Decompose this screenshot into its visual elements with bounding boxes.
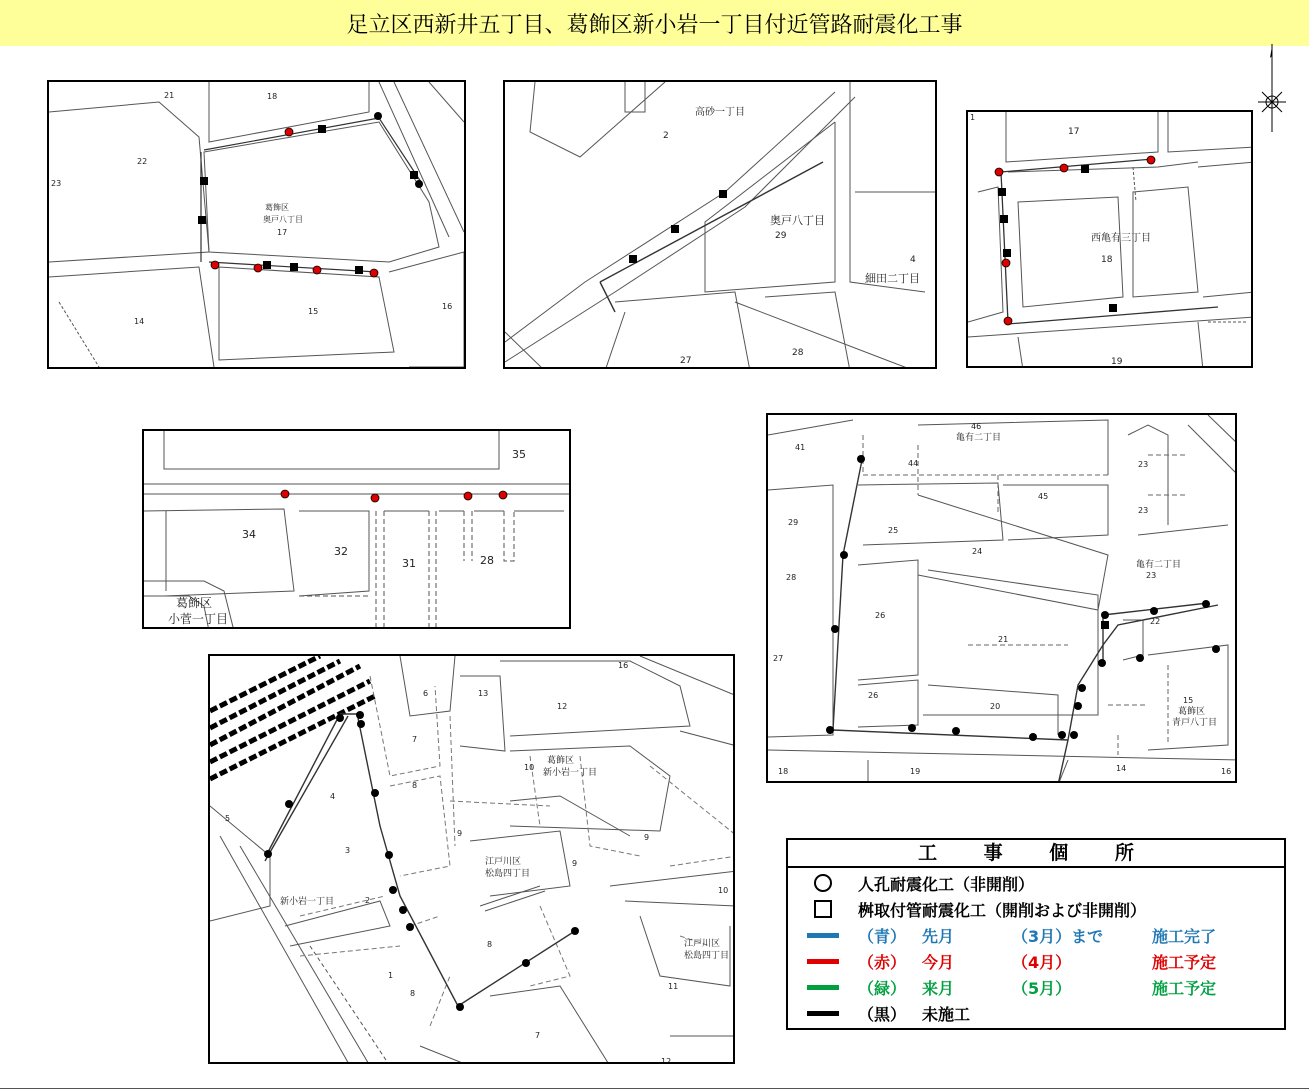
lateral-marker[interactable] bbox=[1003, 249, 1011, 257]
manhole-marker[interactable] bbox=[840, 551, 848, 559]
legend-lateral-text: 桝取付管耐震化工（開削および非開削） bbox=[858, 900, 1147, 920]
map-2-label-f: 細田二丁目 bbox=[865, 272, 920, 285]
manhole-marker[interactable] bbox=[456, 1003, 464, 1011]
map-1-label-c: 22 bbox=[137, 157, 148, 166]
legend-row-blue bbox=[788, 922, 1216, 948]
manhole-marker[interactable] bbox=[1074, 702, 1082, 710]
manhole-marker[interactable] bbox=[571, 927, 579, 935]
map-4-label-f: 葛飾区 bbox=[176, 596, 213, 610]
map-6-label-i: 葛飾区 bbox=[547, 756, 575, 766]
map-6-label-b: 6 bbox=[423, 689, 429, 698]
map-6-label-d: 12 bbox=[557, 702, 568, 711]
circle-icon bbox=[814, 874, 832, 892]
map-5-label-r: 26 bbox=[868, 691, 879, 700]
manhole-marker[interactable] bbox=[389, 886, 397, 894]
legend-red-when: 今月 bbox=[922, 952, 955, 972]
map-5-label-m: 28 bbox=[786, 573, 797, 582]
legend-blue-when: 先月 bbox=[922, 926, 955, 946]
map-2-label-d: 29 bbox=[775, 231, 787, 241]
lateral-marker[interactable] bbox=[263, 261, 271, 269]
north-arrow-icon bbox=[1258, 44, 1292, 140]
map-6-label-y: 松島四丁目 bbox=[684, 951, 730, 961]
map-6-label-h: 8 bbox=[412, 781, 418, 790]
manhole-marker[interactable] bbox=[336, 714, 344, 722]
lateral-marker[interactable] bbox=[410, 171, 418, 179]
map-5-label-z: 16 bbox=[1221, 767, 1232, 776]
map-panel-2[interactable] bbox=[503, 80, 937, 369]
map-4-label-d: 31 bbox=[402, 557, 416, 570]
map-6-label-x: 江戸川区 bbox=[684, 939, 721, 949]
map-3-label-a: 1 bbox=[970, 113, 976, 122]
legend-blue-color: （青） bbox=[858, 926, 907, 946]
map-6-label-n: 9 bbox=[644, 833, 650, 842]
map-5-label-v: 青戸八丁目 bbox=[1172, 718, 1218, 728]
manhole-marker[interactable] bbox=[857, 455, 865, 463]
map-5-label-w: 18 bbox=[778, 767, 789, 776]
page-title bbox=[0, 0, 1309, 46]
manhole-marker[interactable] bbox=[313, 266, 321, 274]
lateral-marker[interactable] bbox=[1000, 215, 1008, 223]
manhole-marker[interactable] bbox=[371, 494, 379, 502]
manhole-marker[interactable] bbox=[826, 726, 834, 734]
map-6-label-l: 3 bbox=[345, 846, 351, 855]
map-6-label-w: 8 bbox=[410, 989, 416, 998]
map-6-label-j: 新小岩一丁目 bbox=[543, 768, 598, 778]
legend-green-when: 来月 bbox=[922, 978, 955, 998]
map-6-label-m: 9 bbox=[457, 829, 463, 838]
legend-black-when: 未施工 bbox=[922, 1004, 971, 1024]
manhole-marker[interactable] bbox=[995, 168, 1003, 176]
manhole-marker[interactable] bbox=[1060, 164, 1068, 172]
manhole-marker[interactable] bbox=[1136, 654, 1144, 662]
map-5-label-l: 23 bbox=[1146, 571, 1157, 580]
map-6-label-g: 4 bbox=[330, 792, 336, 801]
manhole-marker[interactable] bbox=[831, 625, 839, 633]
map-6-label-a: 16 bbox=[618, 661, 629, 670]
map-1-label-h: 14 bbox=[134, 317, 145, 326]
map-panel-4[interactable] bbox=[142, 429, 571, 629]
legend-green-status: 施工予定 bbox=[1152, 978, 1217, 998]
map-1-label-a: 21 bbox=[164, 91, 175, 100]
map-6-label-t: 10 bbox=[718, 886, 729, 895]
map-5-label-n: 22 bbox=[1150, 617, 1161, 626]
legend-manhole-text: 人孔耐震化工（非開削） bbox=[858, 874, 1035, 894]
map-6-label-u: 1 bbox=[388, 971, 394, 980]
map-panel-6[interactable] bbox=[208, 654, 735, 1064]
map-1-canvas bbox=[49, 82, 466, 369]
map-5-label-t: 15 bbox=[1183, 696, 1194, 705]
legend-row-red bbox=[788, 948, 1216, 974]
manhole-marker[interactable] bbox=[908, 724, 916, 732]
map-5-label-q: 27 bbox=[773, 654, 784, 663]
legend-red-month: （4月） bbox=[1012, 952, 1072, 972]
manhole-marker[interactable] bbox=[1212, 645, 1220, 653]
lateral-marker[interactable] bbox=[355, 266, 363, 274]
map-6-label-f: 7 bbox=[412, 735, 418, 744]
map-2-label-e: 4 bbox=[910, 255, 916, 265]
lateral-marker[interactable] bbox=[1101, 621, 1109, 629]
manhole-marker[interactable] bbox=[254, 264, 262, 272]
map-1-label-i: 15 bbox=[308, 307, 319, 316]
map-panel-1[interactable] bbox=[47, 80, 466, 369]
manhole-marker[interactable] bbox=[499, 491, 507, 499]
map-3-label-c: 西亀有三丁目 bbox=[1091, 233, 1151, 244]
manhole-marker[interactable] bbox=[1078, 684, 1086, 692]
lateral-marker[interactable] bbox=[719, 190, 727, 198]
map-1-label-j: 16 bbox=[442, 302, 453, 311]
legend-blue-status: 施工完了 bbox=[1152, 926, 1217, 946]
map-6-label-ab: 12 bbox=[661, 1057, 672, 1066]
map-4-label-a: 35 bbox=[512, 448, 526, 461]
manhole-marker[interactable] bbox=[399, 906, 407, 914]
manhole-marker[interactable] bbox=[356, 711, 364, 719]
manhole-marker[interactable] bbox=[1058, 731, 1066, 739]
map-5-label-b: 亀有二丁目 bbox=[956, 433, 1002, 443]
map-5-label-o: 26 bbox=[875, 611, 886, 620]
map-6-label-q: 松島四丁目 bbox=[485, 869, 531, 879]
map-3-label-d: 18 bbox=[1101, 255, 1113, 265]
legend-blue-month: （3月）まで bbox=[1012, 926, 1104, 946]
map-1-label-f: 奥戸八丁目 bbox=[263, 215, 303, 224]
manhole-marker[interactable] bbox=[522, 959, 530, 967]
square-icon bbox=[814, 900, 832, 918]
map-6-label-s: 新小岩一丁目 bbox=[280, 897, 335, 907]
legend-red-color: （赤） bbox=[858, 952, 907, 972]
manhole-marker[interactable] bbox=[952, 727, 960, 735]
manhole-marker[interactable] bbox=[1101, 611, 1109, 619]
page-title-text: 足立区西新井五丁目、葛飾区新小岩一丁目付近管路耐震化工事 bbox=[346, 12, 963, 38]
map-5-label-y: 14 bbox=[1116, 764, 1127, 773]
map-1-label-g: 17 bbox=[277, 228, 288, 237]
map-5-label-d: 44 bbox=[908, 459, 919, 468]
manhole-marker[interactable] bbox=[1070, 731, 1078, 739]
manhole-marker[interactable] bbox=[357, 720, 365, 728]
manhole-marker[interactable] bbox=[1004, 317, 1012, 325]
legend-green-month: （5月） bbox=[1012, 978, 1072, 998]
manhole-marker[interactable] bbox=[1150, 607, 1158, 615]
map-5-label-i: 25 bbox=[888, 526, 899, 535]
manhole-marker[interactable] bbox=[1202, 600, 1210, 608]
map-panel-5[interactable] bbox=[766, 413, 1237, 783]
blue-line-icon bbox=[807, 933, 839, 938]
map-3-label-e: 19 bbox=[1111, 357, 1123, 367]
map-5-label-s: 20 bbox=[990, 702, 1001, 711]
map-5-label-g: 23 bbox=[1138, 506, 1149, 515]
map-2-label-h: 28 bbox=[792, 348, 804, 358]
manhole-marker[interactable] bbox=[285, 800, 293, 808]
map-5-label-a: 46 bbox=[971, 422, 982, 431]
manhole-marker[interactable] bbox=[464, 492, 472, 500]
legend-red-status: 施工予定 bbox=[1152, 952, 1217, 972]
manhole-marker[interactable] bbox=[1002, 259, 1010, 267]
lateral-marker[interactable] bbox=[998, 188, 1006, 196]
manhole-marker[interactable] bbox=[1029, 733, 1037, 741]
map-5-canvas bbox=[768, 415, 1237, 783]
manhole-marker[interactable] bbox=[415, 180, 423, 188]
manhole-marker[interactable] bbox=[1098, 659, 1106, 667]
lateral-marker[interactable] bbox=[1109, 304, 1117, 312]
manhole-marker[interactable] bbox=[374, 112, 382, 120]
map-1-label-d: 23 bbox=[51, 179, 62, 188]
map-1-label-e: 葛飾区 bbox=[265, 203, 289, 212]
lateral-marker[interactable] bbox=[1081, 165, 1089, 173]
lateral-marker[interactable] bbox=[671, 225, 679, 233]
map-6-label-o: 2 bbox=[365, 896, 371, 905]
map-5-label-f: 23 bbox=[1138, 460, 1149, 469]
manhole-marker[interactable] bbox=[281, 490, 289, 498]
manhole-marker[interactable] bbox=[406, 923, 414, 931]
map-5-label-j: 24 bbox=[972, 547, 983, 556]
map-5-label-c: 41 bbox=[795, 443, 806, 452]
map-2-label-a: 高砂一丁目 bbox=[695, 107, 745, 118]
legend-header: 工 事 個 所 bbox=[788, 840, 1284, 868]
legend-green-color: （緑） bbox=[858, 978, 907, 998]
manhole-marker[interactable] bbox=[1147, 156, 1155, 164]
map-5-label-h: 29 bbox=[788, 518, 799, 527]
legend-black-color: （黒） bbox=[858, 1004, 907, 1024]
map-6-label-aa: 7 bbox=[535, 1031, 541, 1040]
lateral-marker[interactable] bbox=[629, 255, 637, 263]
manhole-marker[interactable] bbox=[385, 851, 393, 859]
map-6-label-c: 13 bbox=[478, 689, 489, 698]
legend-row-green bbox=[788, 974, 1216, 1000]
red-line-icon bbox=[807, 959, 839, 964]
lateral-marker[interactable] bbox=[198, 216, 206, 224]
bottom-divider bbox=[0, 1088, 1309, 1089]
map-2-canvas bbox=[505, 82, 937, 369]
manhole-marker[interactable] bbox=[285, 128, 293, 136]
manhole-marker[interactable] bbox=[264, 850, 272, 858]
map-1-label-b: 18 bbox=[267, 92, 278, 101]
green-line-icon bbox=[807, 985, 839, 990]
map-4-label-b: 34 bbox=[242, 528, 256, 541]
map-6-label-p: 江戸川区 bbox=[485, 857, 522, 867]
map-6-label-k: 10 bbox=[524, 763, 535, 772]
map-6-canvas bbox=[210, 656, 735, 1064]
manhole-marker[interactable] bbox=[370, 269, 378, 277]
map-3-canvas bbox=[968, 112, 1253, 368]
lateral-marker[interactable] bbox=[290, 263, 298, 271]
map-4-label-e: 28 bbox=[480, 554, 494, 567]
map-5-label-e: 45 bbox=[1038, 492, 1049, 501]
lateral-marker[interactable] bbox=[318, 125, 326, 133]
manhole-marker[interactable] bbox=[371, 789, 379, 797]
legend-box bbox=[786, 838, 1286, 1030]
legend-row-manhole bbox=[788, 870, 1034, 896]
map-6-label-z: 11 bbox=[668, 982, 679, 991]
map-6-label-r: 9 bbox=[572, 859, 578, 868]
map-panel-3[interactable] bbox=[966, 110, 1253, 368]
map-2-label-b: 2 bbox=[663, 131, 669, 141]
lateral-marker[interactable] bbox=[200, 177, 208, 185]
map-4-label-c: 32 bbox=[334, 545, 348, 558]
map-5-label-k: 亀有二丁目 bbox=[1136, 560, 1182, 570]
map-5-label-x: 19 bbox=[910, 767, 921, 776]
map-5-label-u: 葛飾区 bbox=[1178, 707, 1206, 717]
map-4-canvas bbox=[144, 431, 571, 629]
map-3-label-b: 17 bbox=[1068, 127, 1080, 137]
black-line-icon bbox=[807, 1011, 839, 1016]
map-4-label-g: 小菅一丁目 bbox=[168, 612, 229, 626]
legend-row-black bbox=[788, 1000, 1012, 1026]
map-6-label-e: 5 bbox=[225, 814, 231, 823]
map-2-label-g: 27 bbox=[680, 356, 692, 366]
manhole-marker[interactable] bbox=[211, 261, 219, 269]
map-2-label-c: 奥戸八丁目 bbox=[770, 214, 825, 227]
map-6-label-v: 8 bbox=[487, 940, 493, 949]
legend-row-lateral bbox=[788, 896, 1146, 922]
map-5-label-p: 21 bbox=[998, 635, 1009, 644]
